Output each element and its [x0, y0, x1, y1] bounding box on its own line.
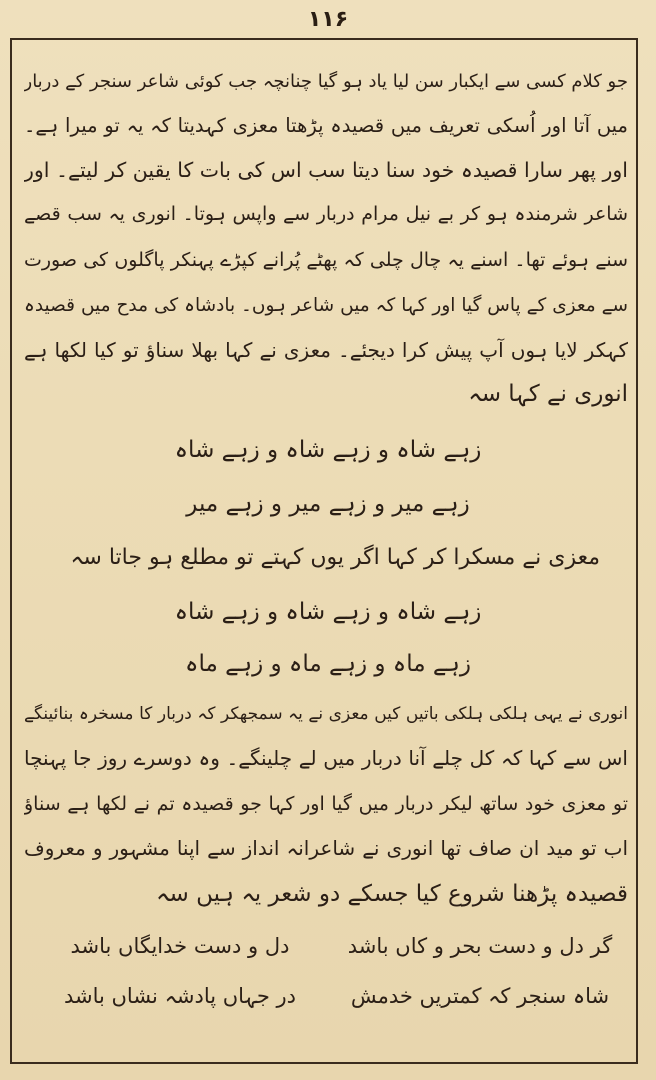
verse-line: زہے شاہ و زہے شاہ و زہے شاہ [174, 437, 482, 463]
text-line: میں آتا اور اُسکی تعریف میں قصیدہ پڑھتا معزی کہدیتا کہ یہ تو میرا ہے۔ [24, 114, 628, 137]
verse-line: زہے ماہ و زہے ماہ و زہے ماہ [185, 651, 471, 677]
text-line: تو معزی خود ساتھ لیکر دربار میں گیا اور کہا جو قصیدہ تم نے لکھا ہے سناؤ [24, 793, 628, 815]
text-line: اس سے کہا کہ کل چلے آنا دربار میں لے چلینگے۔ وہ دوسرے روز جا پہنچا [24, 746, 628, 770]
text-line: سے معزی کے پاس گیا اور کہا کہ میں شاعر ہوں۔ بادشاہ کی مدح میں قصیدہ [24, 295, 628, 316]
text-line: سنے ہوئے تھا۔ اسنے یہ چال چلی کہ پھٹے پُرانے کپڑے پہنکر پاگلوں کی صورت [24, 249, 628, 271]
text-line: انوری نے یہی ہلکی ہلکی باتیں کیں معزی نے یہ سمجھکر کہ دربار کا مسخرہ بنائینگے [24, 704, 628, 724]
text-line: انوری نے کہا سہ [468, 381, 628, 407]
text-line: شاعر شرمندہ ہو کر بے نیل مرام دربار سے واپس ہوتا۔ انوری یہ سب قصے [24, 203, 628, 225]
text-line: کہکر لایا ہوں آپ پیش کرا دیجئے۔ معزی نے کہا بھلا سناؤ تو کیا لکھا ہے [24, 338, 628, 362]
text-line: جو کلام کسی سے ایکبار سن لیا یاد ہو گیا چنانچہ جب کوئی شاعر سنجر کے دربار [24, 71, 628, 92]
text-line: اب تو مید ان صاف تھا انوری نے شاعرانہ انداز سے اپنا مشہور و معروف [24, 836, 628, 860]
text-line: معزی نے مسکرا کر کہا اگر یوں کہتے تو مطلع ہو جاتا سہ [70, 545, 600, 570]
couplet-first-half: گر دل و دست بحر و کاں باشد [347, 934, 613, 958]
verse-line: زہے میر و زہے میر و زہے میر [186, 491, 470, 517]
verse-line: زہے شاہ و زہے شاہ و زہے شاہ [174, 599, 482, 625]
couplet-second-half: در جہاں پادشہ نشاں باشد [63, 984, 297, 1008]
text-line: قصیدہ پڑھنا شروع کیا جسکے دو شعر یہ ہیں سہ [156, 881, 628, 907]
page-number: ۱۱۶ [307, 7, 349, 32]
couplet-first-half: شاہ سنجر کہ کمتریں خدمش [350, 984, 610, 1008]
text-line: اور پھر سارا قصیدہ خود سنا دیتا سب اس کی بات کا یقین کر لیتے۔ اور [24, 158, 628, 182]
couplet-second-half: دل و دست خدایگاں باشد [70, 934, 290, 958]
